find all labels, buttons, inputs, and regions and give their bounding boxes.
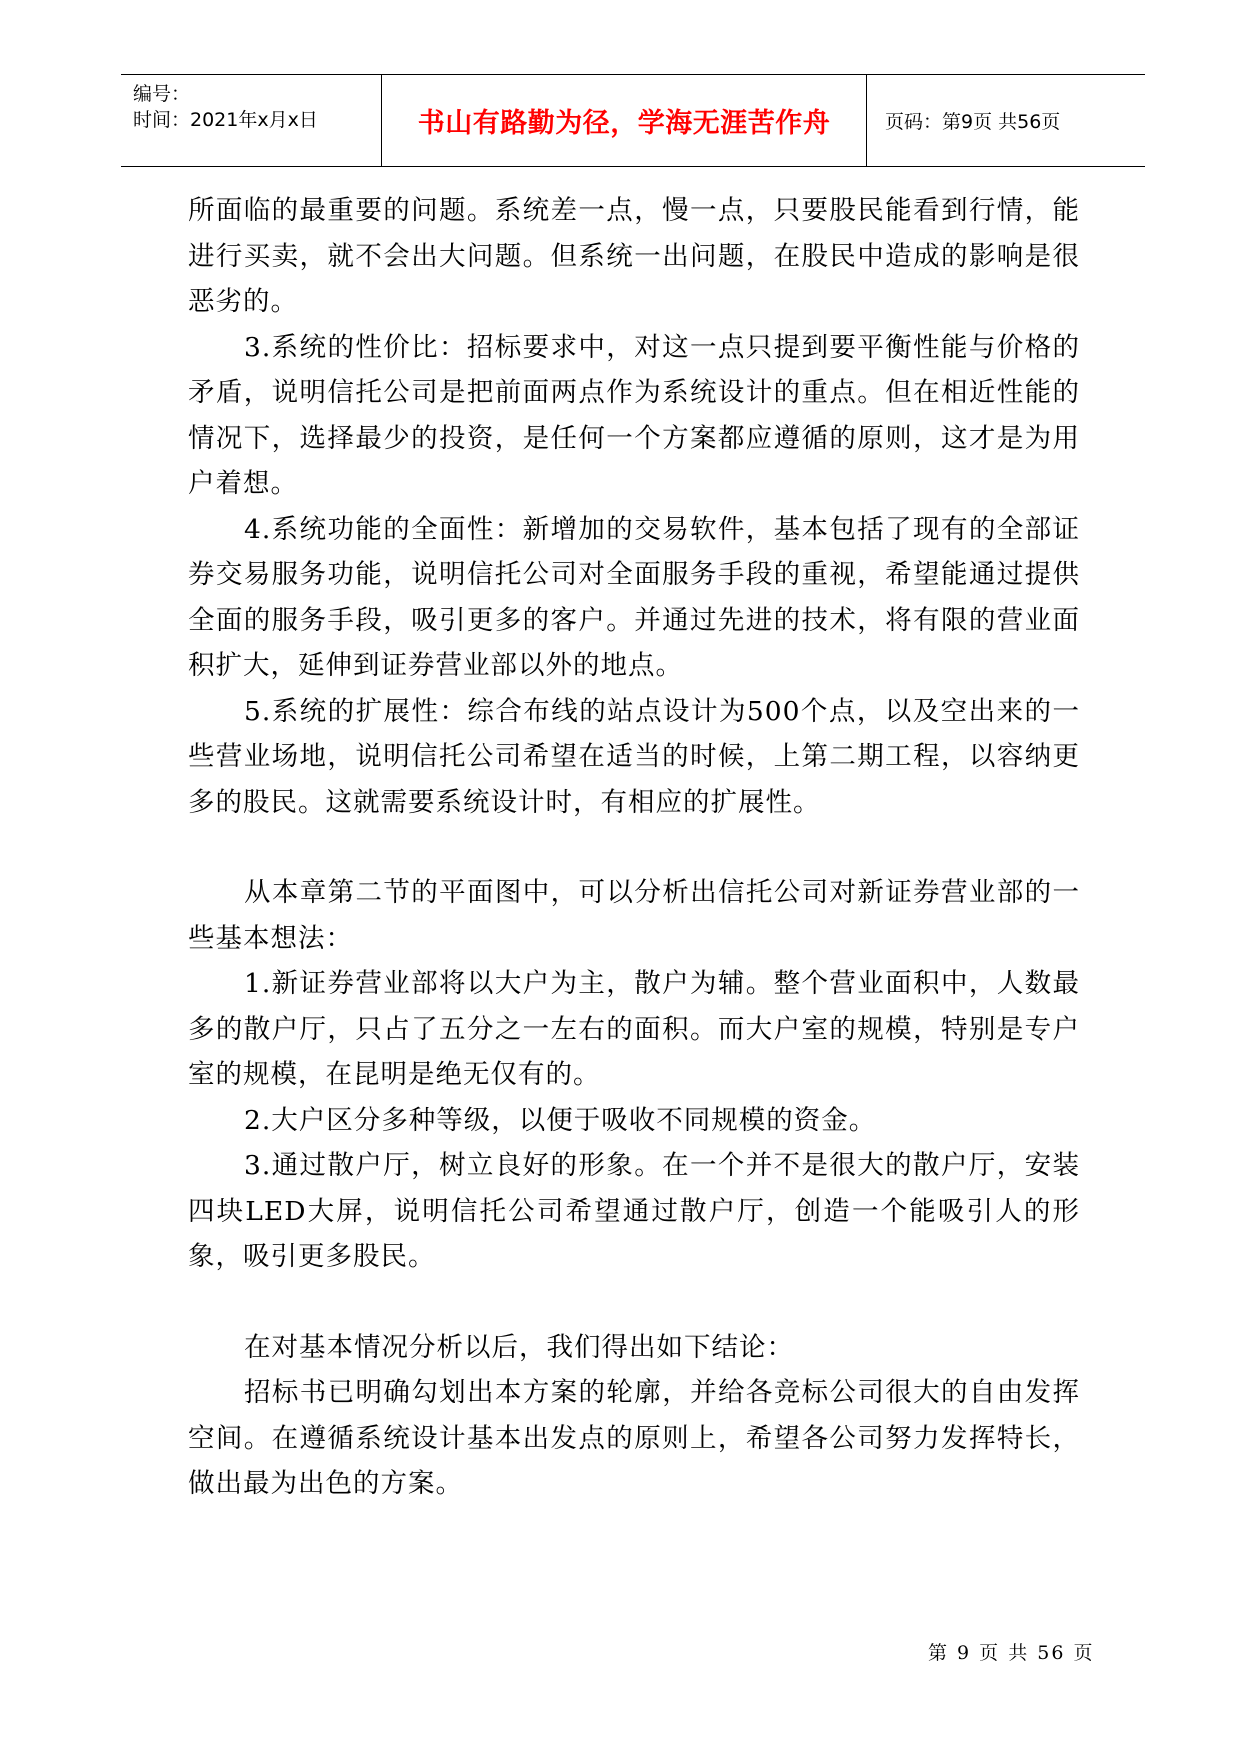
document-body xyxy=(188,188,1080,1507)
header-page-number: 页码：第9页 共56页 xyxy=(885,111,1061,133)
paragraph-large-investors: 1.新证券营业部将以大户为主，散户为辅。整个营业面积中，人数最多的散户厅，只占了五分之一左右的面积。而大户室的规模，特别是专户室的规模，在昆明是绝无仅有的。 xyxy=(188,968,1080,1090)
paragraph-spacer xyxy=(188,825,1080,870)
page-footer: 第 9 页 共 56 页 xyxy=(928,1642,1095,1664)
paragraph-continuation: 所面临的最重要的问题。系统差一点，慢一点，只要股民能看到行情，能进行买卖，就不会出大问题。但系统一出问题，在股民中造成的影响是很恶劣的。 xyxy=(188,195,1080,317)
header-meta-cell xyxy=(121,75,382,166)
paragraph-conclusion: 招标书已明确勾划出本方案的轮廓，并给各竞标公司很大的自由发挥空间。在遵循系统设计基本出发点的原则上，希望各公司努力发挥特长，做出最为出色的方案。 xyxy=(188,1377,1080,1499)
paragraph-cost-performance: 3.系统的性价比：招标要求中，对这一点只提到要平衡性能与价格的矛盾，说明信托公司是把前面两点作为系统设计的重点。但在相近性能的情况下，选择最少的投资，是任何一个方案都应遵循的原则，这才是为用户着想。 xyxy=(188,331,1080,499)
paragraph-spacer xyxy=(188,1280,1080,1325)
paragraph-floorplan-intro: 从本章第二节的平面图中，可以分析出信托公司对新证券营业部的一些基本想法： xyxy=(188,877,1080,954)
header-page-cell xyxy=(867,75,1145,166)
header-motto-cell xyxy=(382,75,867,166)
paragraph-functionality: 4.系统功能的全面性：新增加的交易软件，基本包括了现有的全部证券交易服务功能，说明信托公司对全面服务手段的重视，希望能通过提供全面的服务手段，吸引更多的客户。并通过先进的技术，将有限的营业面积扩大，延伸到证券营业部以外的地点。 xyxy=(188,513,1080,681)
paragraph-image: 3.通过散户厅，树立良好的形象。在一个并不是很大的散户厅，安装四块LED大屏，说明信托公司希望通过散户厅，创造一个能吸引人的形象，吸引更多股民。 xyxy=(188,1150,1080,1272)
paragraph-conclusion-intro: 在对基本情况分析以后，我们得出如下结论： xyxy=(244,1331,794,1363)
paragraph-grade-levels: 2.大户区分多种等级，以便于吸收不同规模的资金。 xyxy=(244,1104,877,1136)
paragraph-scalability: 5.系统的扩展性：综合布线的站点设计为500个点，以及空出来的一些营业场地，说明信托公司希望在适当的时候，上第二期工程，以容纳更多的股民。这就需要系统设计时，有相应的扩展性。 xyxy=(188,695,1080,818)
serial-number-label: 编号： xyxy=(133,83,191,105)
page-header xyxy=(121,74,1145,167)
date-label: 时间：2021年x月x日 xyxy=(133,109,318,131)
motto-text: 书山有路勤为径，学海无涯苦作舟 xyxy=(417,108,831,139)
